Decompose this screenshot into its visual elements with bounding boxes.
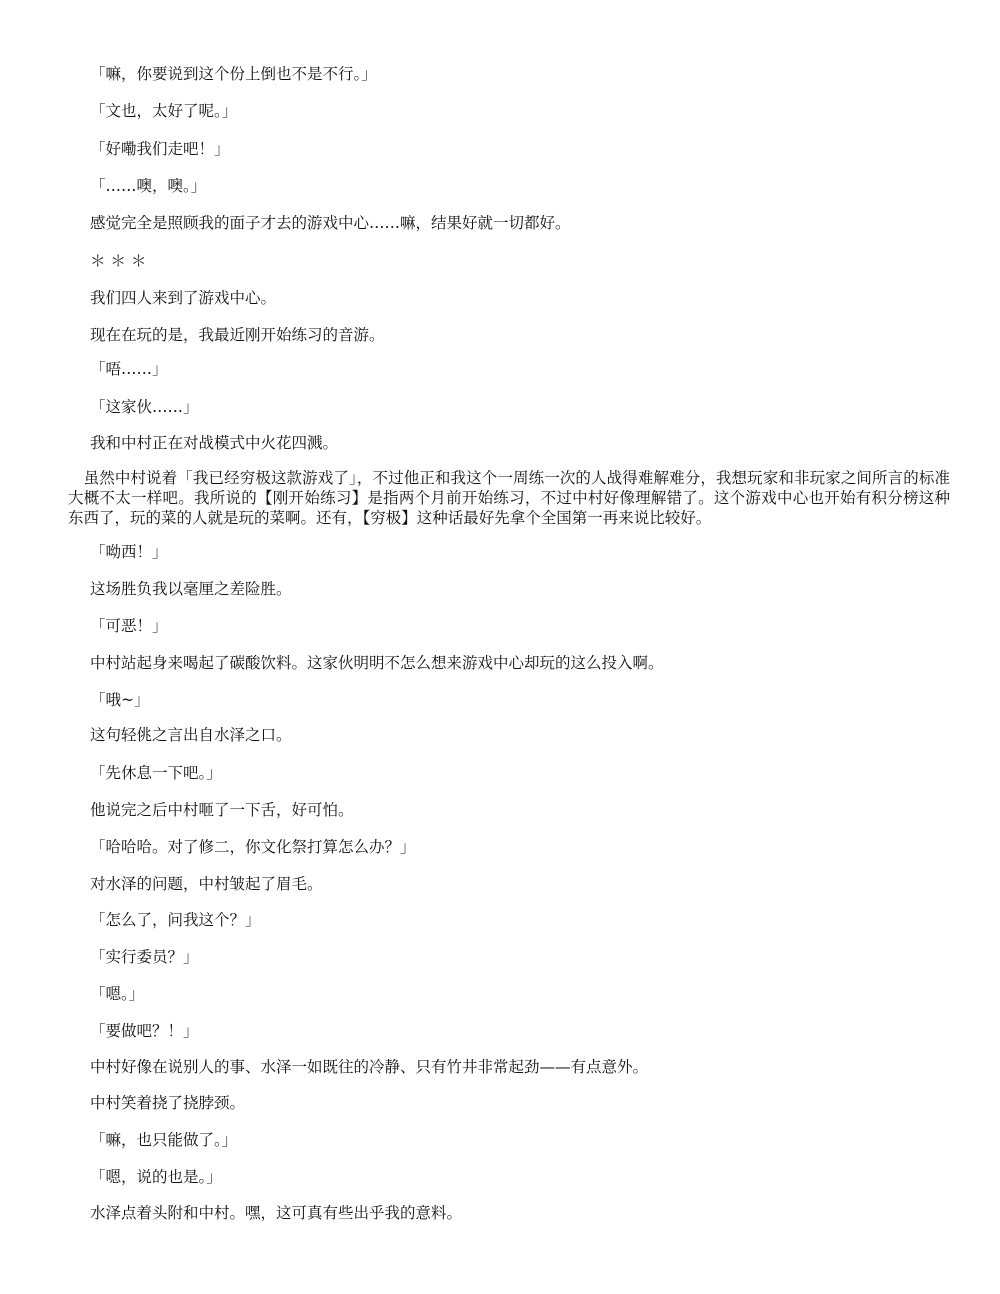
paragraph: 感觉完全是照顾我的面子才去的游戏中心……嘛，结果好就一切都好。 bbox=[90, 214, 571, 232]
paragraph: 「呦西！」 bbox=[90, 543, 168, 561]
paragraph: 「可恶！」 bbox=[90, 617, 168, 635]
paragraph: 这句轻佻之言出自水泽之口。 bbox=[90, 726, 292, 744]
paragraph: 对水泽的问题，中村皱起了眉毛。 bbox=[90, 875, 323, 893]
paragraph: 「嗯，说的也是。」 bbox=[90, 1168, 222, 1186]
paragraph: 水泽点着头附和中村。嘿，这可真有些出乎我的意料。 bbox=[90, 1204, 463, 1222]
scene-break: ＊ ＊ ＊ bbox=[90, 252, 147, 270]
paragraph: 中村站起身来喝起了碳酸饮料。这家伙明明不怎么想来游戏中心却玩的这么投入啊。 bbox=[90, 654, 664, 672]
paragraph: 我们四人来到了游戏中心。 bbox=[90, 289, 277, 307]
paragraph: 现在在玩的是，我最近刚开始练习的音游。 bbox=[90, 326, 385, 344]
paragraph-long: 虽然中村说着「我已经穷极这款游戏了」，不过他正和我这个一周练一次的人战得难解难分，我想玩家和非玩家之间所言的标准大概不太一样吧。我所说的【刚开始练习】是指两个月前开始练习，不过中村好像理解错了。这个游戏中心也开始有积分榜这种东西了，玩的菜的人就是玩的菜啊。还有，【穷极】这种话最好先拿个全国第一再来说比较好。 bbox=[68, 469, 950, 527]
paragraph: 「哈哈哈。对了修二，你文化祭打算怎么办？」 bbox=[90, 838, 416, 856]
paragraph: 「文也，太好了呢。」 bbox=[90, 102, 238, 120]
paragraph: 「先休息一下吧。」 bbox=[90, 764, 222, 782]
paragraph: 他说完之后中村咂了一下舌，好可怕。 bbox=[90, 801, 354, 819]
paragraph: 这场胜负我以毫厘之差险胜。 bbox=[90, 580, 292, 598]
paragraph: 「要做吧？！」 bbox=[90, 1022, 199, 1040]
paragraph: 「这家伙……」 bbox=[90, 398, 199, 416]
paragraph: 我和中村正在对战模式中火花四溅。 bbox=[90, 434, 339, 452]
paragraph: 「嘛，你要说到这个份上倒也不是不行。」 bbox=[90, 65, 377, 83]
paragraph: 「哦~」 bbox=[90, 691, 150, 709]
paragraph: 「实行委员？」 bbox=[90, 948, 199, 966]
paragraph: 「嘛，也只能做了。」 bbox=[90, 1131, 238, 1149]
paragraph: 中村好像在说别人的事、水泽一如既往的冷静、只有竹井非常起劲——有点意外。 bbox=[90, 1058, 649, 1076]
paragraph: 「……噢，噢。」 bbox=[90, 177, 207, 195]
paragraph: 中村笑着挠了挠脖颈。 bbox=[90, 1094, 246, 1112]
paragraph: 「好嘞我们走吧！」 bbox=[90, 140, 230, 158]
paragraph: 「唔……」 bbox=[90, 360, 168, 378]
paragraph: 「嗯。」 bbox=[90, 985, 145, 1003]
paragraph: 「怎么了，问我这个？」 bbox=[90, 911, 261, 929]
